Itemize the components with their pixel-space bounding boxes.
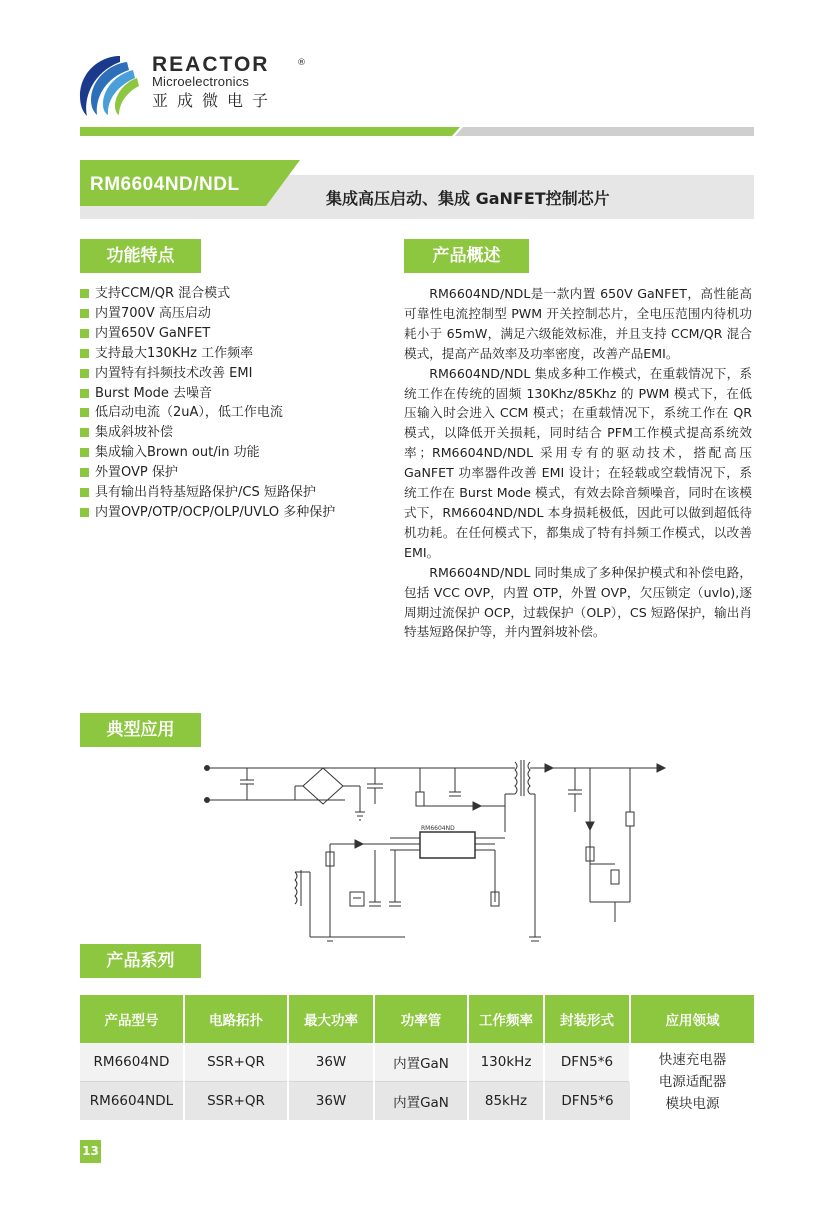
product-series-table <box>80 995 754 1120</box>
table-cell: SSR+QR <box>184 1043 288 1082</box>
list-item: 支持CCM/QR 混合模式 <box>80 284 335 304</box>
overview-text <box>404 284 752 642</box>
list-item: 内置700V 高压启动 <box>80 304 335 324</box>
section-label-series: 产品系列 <box>80 944 201 978</box>
table-row <box>80 1043 754 1082</box>
page-subtitle: 集成高压启动、集成 GaNFET控制芯片 <box>326 189 610 208</box>
table-cell: 内置GaN <box>374 1043 468 1082</box>
list-item: Burst Mode 去噪音 <box>80 384 335 404</box>
table-cell: RM6604ND <box>80 1043 184 1082</box>
application-cell <box>630 1043 754 1120</box>
header-cell: 封装形式 <box>544 995 630 1043</box>
list-item: 外置OVP 保护 <box>80 463 335 483</box>
list-item: 集成斜坡补偿 <box>80 423 335 443</box>
list-item: 具有输出肖特基短路保护/CS 短路保护 <box>80 483 335 503</box>
header-cell: 电路拓扑 <box>184 995 288 1043</box>
application-item: 模块电源 <box>665 1095 720 1112</box>
feature-list <box>80 284 335 523</box>
overview-paragraph: RM6604ND/NDL是一款内置 650V GaNFET，高性能高可靠性电流控制型 PWM 开关控制芯片，全电压范围内待机功耗小于 65mW，满足六级能效标准，并且支持 CCM/QR 混合模式，提高产品效率及功率密度，改善产品EMI。 <box>404 286 752 361</box>
list-item: 支持最大130KHz 工作频率 <box>80 344 335 364</box>
list-item: 内置650V GaNFET <box>80 324 335 344</box>
application-item: 快速充电器 <box>658 1051 727 1068</box>
section-label-overview: 产品概述 <box>404 239 529 273</box>
table-cell: SSR+QR <box>184 1082 288 1121</box>
chip-label: RM6604ND <box>421 825 455 832</box>
circuit-schematic <box>195 752 675 952</box>
table-header-row <box>80 995 754 1043</box>
header-stripe <box>80 127 754 136</box>
section-label-features: 功能特点 <box>80 239 201 273</box>
header-cell: 功率管 <box>374 995 468 1043</box>
list-item: 内置特有抖频技术改善 EMI <box>80 364 335 384</box>
header-cell: 最大功率 <box>288 995 374 1043</box>
table-cell: 36W <box>288 1043 374 1082</box>
table-cell: 内置GaN <box>374 1082 468 1121</box>
overview-paragraph: RM6604ND/NDL 同时集成了多种保护模式和补偿电路，包括 VCC OVP，内置 OTP，外置 OVP，欠压锁定（uvlo),逐周期过流保护 OCP，过载保护（OLP），CS 短路保护，输出肖特基短路保护等，并内置斜坡补偿。 <box>404 564 752 640</box>
section-label-application: 典型应用 <box>80 713 201 747</box>
brand-subtitle: Microelectronics <box>152 74 250 89</box>
brand-chinese-name: 亚成微电子 <box>152 91 278 110</box>
list-item: 低启动电流（2uA），低工作电流 <box>80 403 335 423</box>
header-cell: 工作频率 <box>468 995 544 1043</box>
page-number: 13 <box>80 1140 101 1163</box>
application-item: 电源适配器 <box>658 1073 727 1090</box>
list-item: 内置OVP/OTP/OCP/OLP/UVLO 多种保护 <box>80 503 335 523</box>
table-cell: RM6604NDL <box>80 1082 184 1121</box>
table-cell: 85kHz <box>468 1082 544 1121</box>
header-cell: 产品型号 <box>80 995 184 1043</box>
header-cell: 应用领域 <box>630 995 754 1043</box>
overview-paragraph: RM6604ND/NDL 集成多种工作模式，在重载情况下，系统工作在传统的固频 130Khz/85Khz 的 PWM 模式下，在低压输入时会进入 CCM 模式；在重载情况下，系统工作在 QR 模式，以降低开关损耗，同时结合 PFM工作模式提高系统效率；RM6604ND/NDL 采用专有的驱动技术，搭配高压 GaNFET 功率器件改善 EMI 设计；在轻载或空载情况下，系统工作在 Burst Mode 模式，有效去除音频噪音，同时在该模式下，RM6604ND/NDL 本身损耗极低，因此可以做到超低待机功耗。在任何模式下，都集成了特有抖频工作模式，以改善 EMI。 <box>404 365 752 560</box>
table-cell: 36W <box>288 1082 374 1121</box>
table-cell: 130kHz <box>468 1043 544 1082</box>
brand-name: REACTOR <box>152 53 270 76</box>
registered-mark: ® <box>297 58 306 68</box>
list-item: 集成输入Brown out/in 功能 <box>80 443 335 463</box>
table-cell: DFN5*6 <box>544 1082 630 1121</box>
model-title: RM6604ND/NDL <box>90 174 240 195</box>
table-cell: DFN5*6 <box>544 1043 630 1082</box>
